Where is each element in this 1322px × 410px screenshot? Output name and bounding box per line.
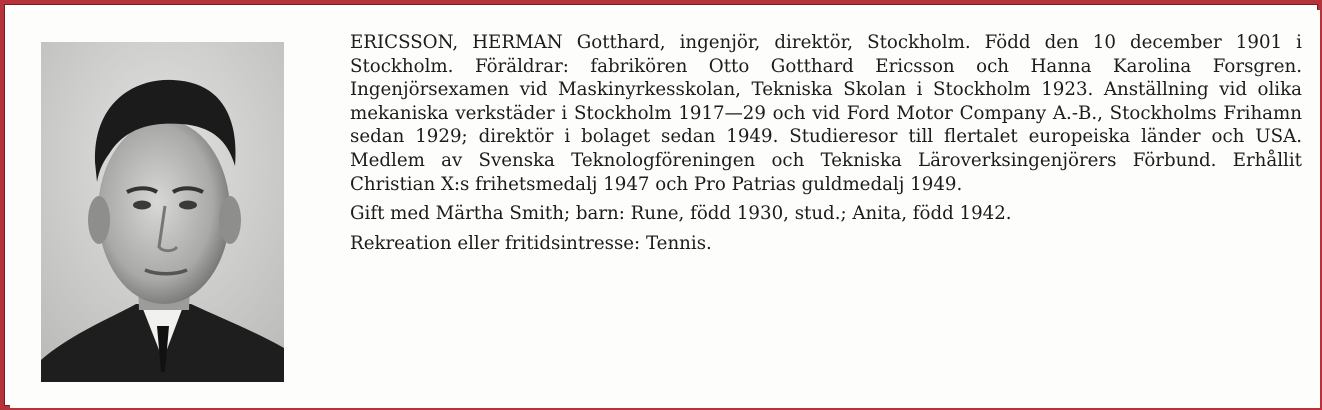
- biography-paragraph-main: ERICSSON, HERMAN Gotthard, ingenjör, direktör, Stockholm. Född den 10 december 1901 i Stockholm. Föräldrar: fabrikören Otto Gotthard Ericsson och Hanna Karolina Forsgren. Ingenjörsexamen vid Maskinyrkesskolan, Tekniska Skolan i Stockholm 1923. Anställning vid olika mekaniska verkstäder i Stockholm 1917—29 och vid Ford Motor Company A.-B., Stockholms Frihamn sedan 1929; direktör i bolaget sedan 1949. Studieresor till flertalet europeiska länder och USA. Medlem av Svenska Teknologföreningen och Tekniska Läroverksingenjörers Förbund. Erhållit Christian X:s frihetsmedalj 1947 och Pro Patrias guldmedalj 1949.: [350, 32, 1302, 195]
- portrait-photo: [41, 42, 284, 382]
- document-page: [10, 10, 1320, 408]
- biography-paragraph-family: Gift med Märtha Smith; barn: Rune, född 1930, stud.; Anita, född 1942.: [350, 203, 1012, 225]
- biography-paragraph-recreation: Rekreation eller fritidsintresse: Tennis.: [350, 232, 712, 254]
- biography-text: [350, 31, 1302, 255]
